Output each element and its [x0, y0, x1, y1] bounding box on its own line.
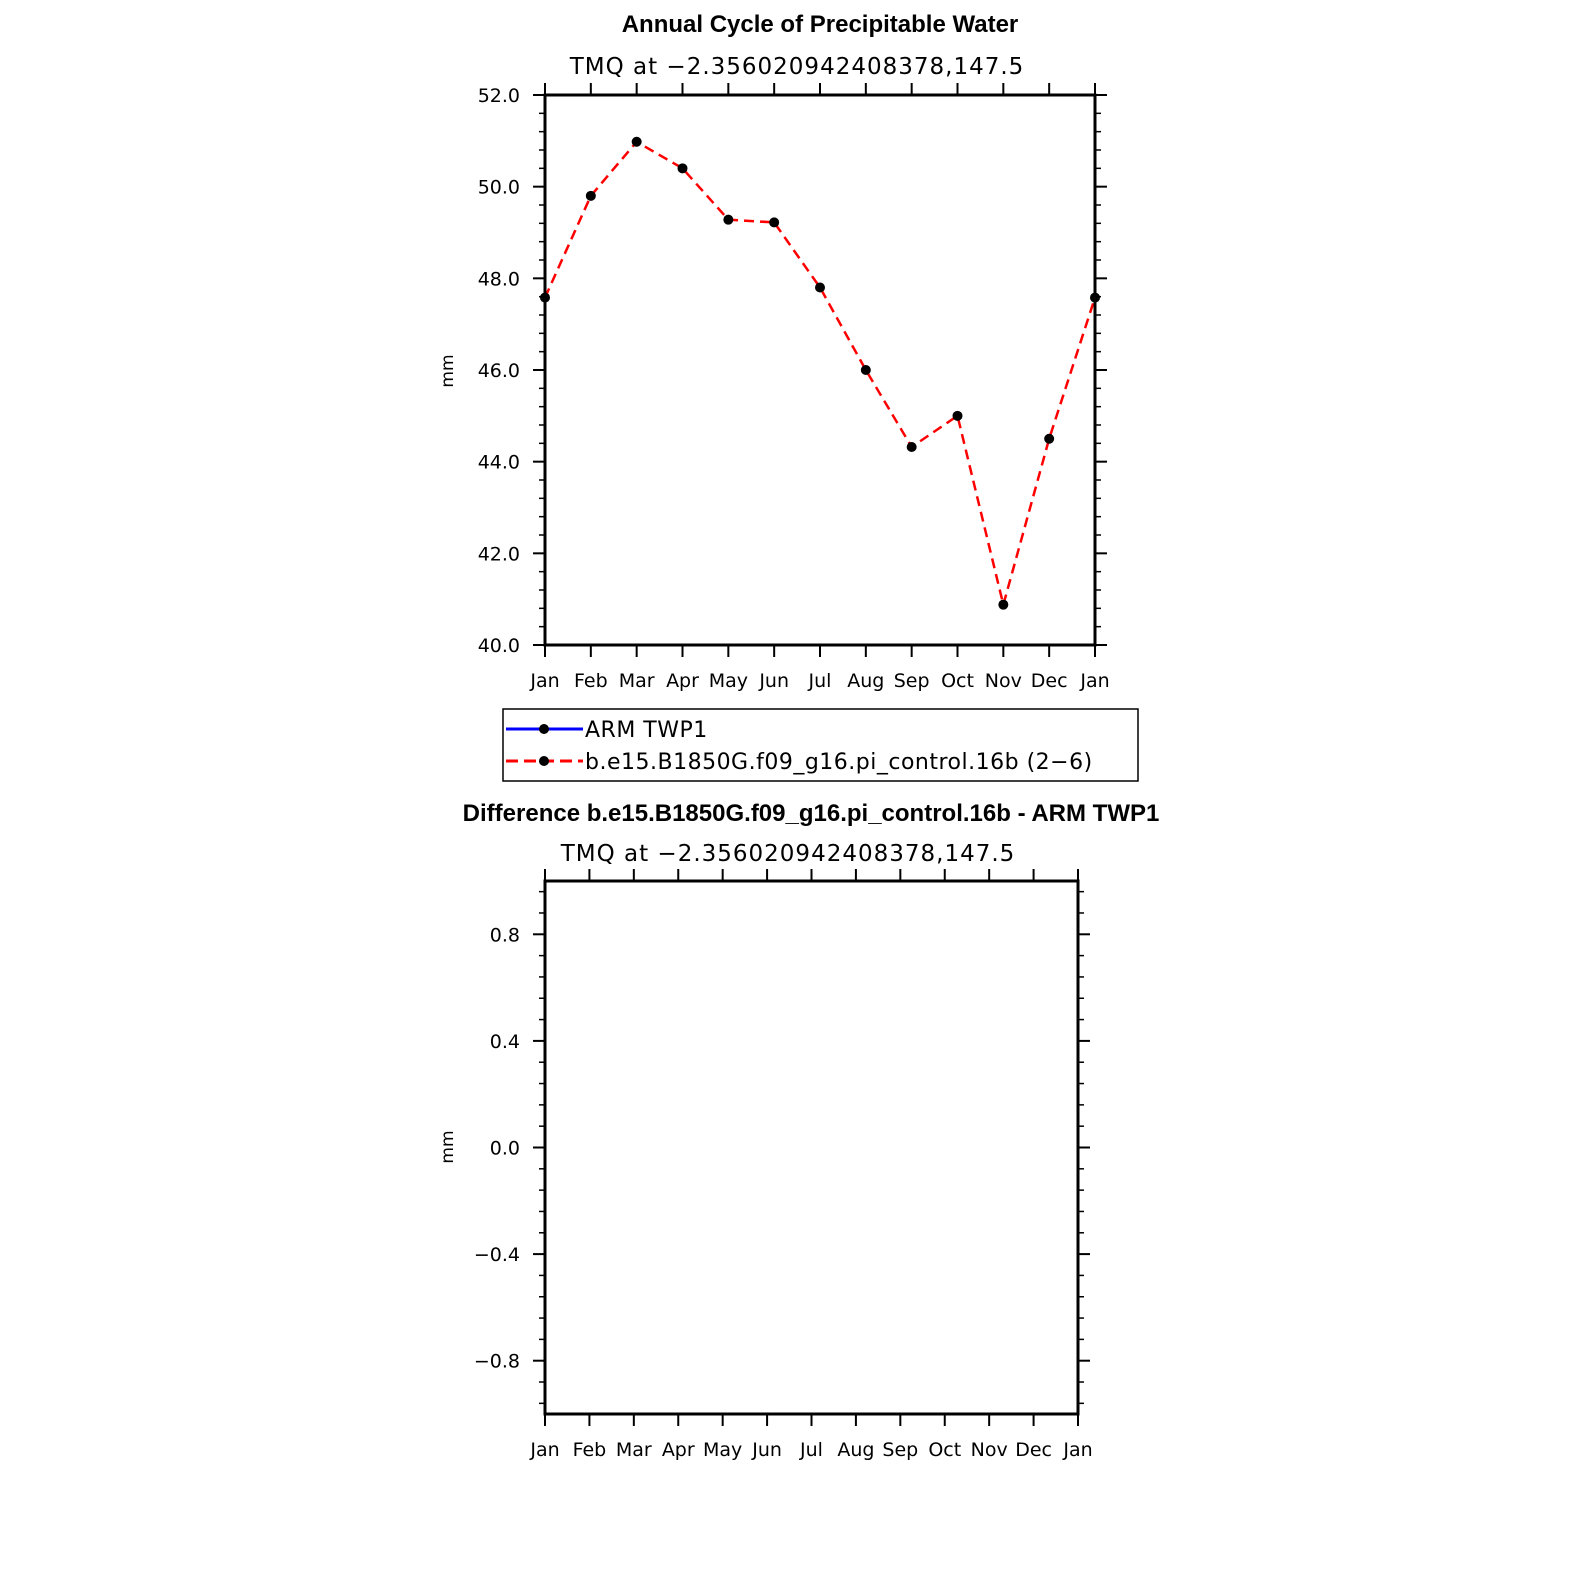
chart1-data-point: [998, 600, 1008, 610]
legend: [503, 709, 1138, 781]
chart1-data-point: [723, 215, 733, 225]
chart1-xtick-label: Jun: [759, 670, 790, 692]
chart1-xtick-label: Mar: [618, 670, 655, 692]
chart2-xtick-label: May: [703, 1439, 743, 1461]
chart1-xtick-label: Oct: [941, 670, 974, 692]
chart1-xtick-label: Jan: [530, 670, 560, 692]
chart1-data-point: [861, 365, 871, 375]
chart1-plot-frame: [545, 95, 1095, 645]
chart2-ytick-label: −0.4: [473, 1244, 520, 1267]
chart1-xtick-label: Apr: [666, 670, 699, 692]
chart1-ytick-label: 42.0: [477, 543, 520, 566]
chart1-xtick-label: Jan: [1080, 670, 1110, 692]
chart2-xtick-label: Feb: [572, 1439, 607, 1461]
chart2-xtick-label: Nov: [970, 1439, 1008, 1461]
chart1-ticks: [478, 83, 1110, 692]
legend-arm-label: ARM TWP1: [585, 718, 708, 743]
chart1-ytick-label: 44.0: [477, 451, 520, 474]
chart2-xtick-label: Jun: [752, 1439, 782, 1461]
chart2-xtick-label: Mar: [615, 1439, 652, 1461]
chart2-xtick-label: Apr: [661, 1439, 695, 1461]
legend-model-label: b.e15.B1850G.f09_g16.pi_control.16b (2−6): [585, 750, 1093, 775]
chart1-xtick-label: Jul: [808, 670, 832, 692]
chart1-xtick-label: Dec: [1030, 670, 1068, 692]
chart1-xtick-label: Feb: [574, 670, 608, 692]
chart1-series: [540, 137, 1100, 610]
chart1-data-point: [769, 217, 779, 227]
chart1-ytick-label: 48.0: [477, 268, 520, 291]
chart1-data-point: [632, 137, 642, 147]
chart2-xtick-label: Jul: [800, 1439, 823, 1461]
chart2-ytick-label: 0.8: [489, 924, 520, 947]
chart2-subtitle: TMQ at −2.356020942408378,147.5: [560, 841, 1016, 867]
chart2-ytick-label: −0.8: [473, 1350, 520, 1373]
chart2-xtick-label: Sep: [882, 1439, 919, 1461]
chart1-xtick-label: May: [708, 670, 748, 692]
chart1-title: Annual Cycle of Precipitable Water: [621, 11, 1019, 38]
chart1-ytick-label: 46.0: [477, 360, 520, 382]
difference-chart: [438, 800, 1159, 1461]
chart1-data-point: [586, 191, 596, 201]
chart2-title: Difference b.e15.B1850G.f09_g16.pi_control.16b - ARM TWP1: [462, 800, 1160, 827]
chart2-ticks: [474, 869, 1093, 1461]
chart2-xtick-label: Jan: [1063, 1439, 1093, 1461]
legend-arm-marker: [539, 724, 549, 734]
chart1-xtick-label: Aug: [847, 670, 885, 692]
chart2-ytick-label: 0.0: [489, 1137, 520, 1160]
chart2-xtick-label: Oct: [928, 1439, 962, 1461]
chart2-xtick-label: Dec: [1015, 1439, 1052, 1461]
chart1-data-point: [678, 163, 688, 173]
annual-cycle-chart: [438, 11, 1110, 692]
chart2-ytick-label: 0.4: [489, 1030, 520, 1053]
chart1-ylabel: mm: [438, 354, 458, 388]
chart1-series-line: [545, 142, 1095, 605]
chart1-ytick-label: 40.0: [477, 635, 520, 657]
chart1-data-point: [1044, 434, 1054, 444]
chart1-data-point: [953, 411, 963, 421]
legend-model-marker: [539, 756, 549, 766]
chart1-data-point: [815, 283, 825, 293]
chart1-ytick-label: 52.0: [477, 85, 520, 107]
chart1-ytick-label: 50.0: [477, 176, 520, 199]
chart1-xtick-label: Sep: [893, 670, 930, 692]
chart2-xtick-label: Aug: [837, 1439, 875, 1461]
chart2-xtick-label: Jan: [530, 1439, 560, 1461]
chart1-subtitle: TMQ at −2.356020942408378,147.5: [569, 54, 1025, 80]
chart1-xtick-label: Nov: [984, 670, 1022, 692]
chart1-data-point: [907, 442, 917, 452]
chart2-ylabel: mm: [438, 1130, 458, 1164]
chart2-plot-frame: [545, 881, 1078, 1414]
